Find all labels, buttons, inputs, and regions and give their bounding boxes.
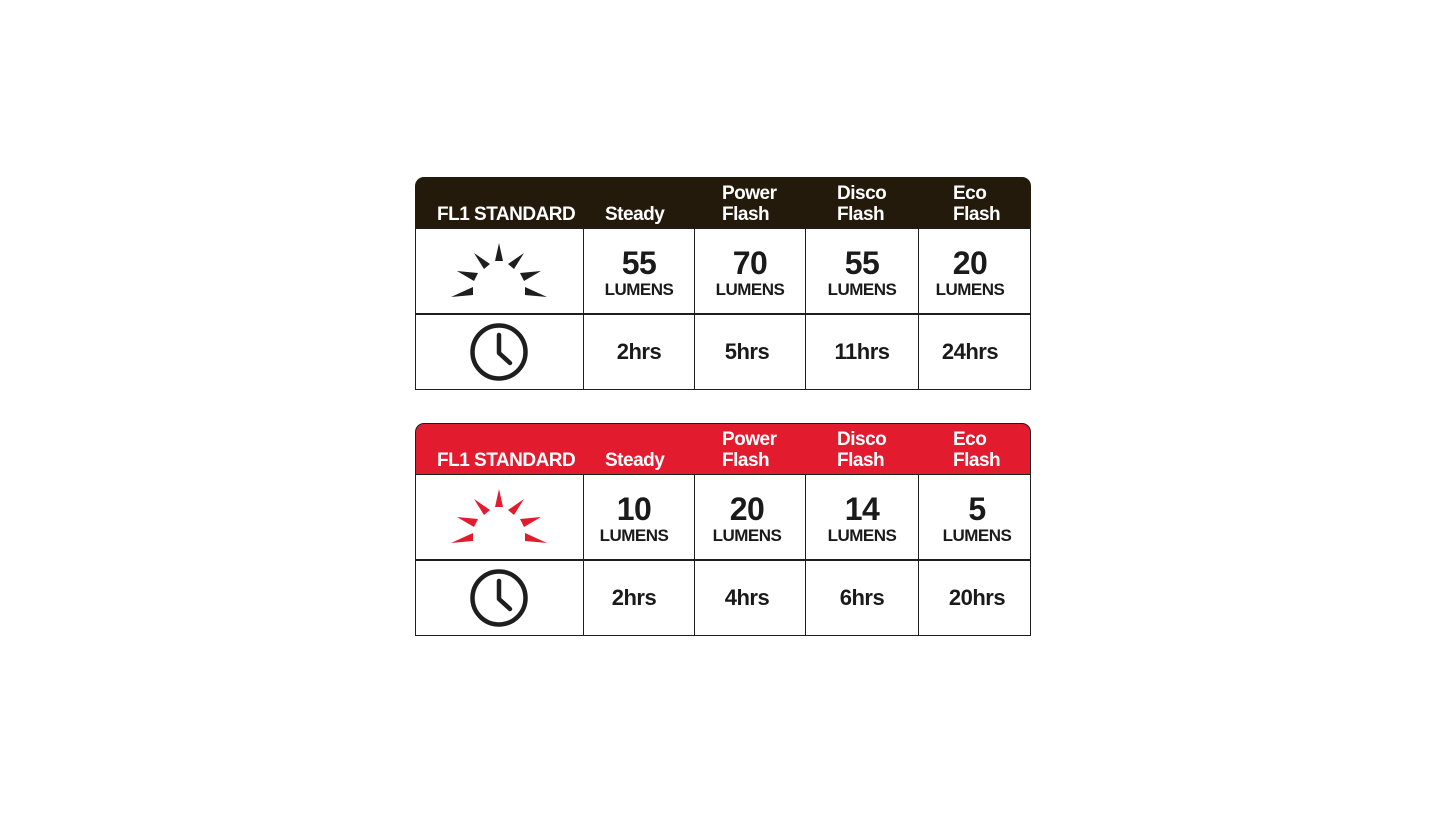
- brightness-row-label: [415, 228, 583, 313]
- runtime-cell-steady: 2hrs: [611, 585, 657, 610]
- lumens-unit: LUMENS: [715, 279, 785, 299]
- runtime-cell-steady: 2hrs: [616, 339, 662, 364]
- runtime-cell-eco-flash: 20hrs: [948, 585, 1006, 610]
- spec-table-rear: [415, 423, 1031, 636]
- sunburst-icon: [449, 489, 549, 545]
- runtime-row-label: [415, 560, 583, 636]
- lumens-cell-eco-flash: [919, 228, 1021, 313]
- lumens-cell-power-flash: [695, 228, 805, 313]
- lumens-value: 14: [844, 490, 880, 527]
- runtime-cell-disco-flash: 6hrs: [839, 585, 885, 610]
- lumens-unit: LUMENS: [712, 525, 782, 545]
- table-title: FL1 STANDARD: [437, 204, 576, 225]
- mode-header-eco-flash: Eco Flash: [953, 429, 1001, 471]
- lumens-unit: LUMENS: [604, 279, 674, 299]
- lumens-cell-eco-flash: [923, 474, 1031, 559]
- lumens-value: 70: [732, 244, 768, 281]
- lumens-unit: LUMENS: [827, 525, 897, 545]
- mode-header-power-flash: Power Flash: [722, 183, 777, 225]
- sunburst-icon: [449, 243, 549, 299]
- lumens-value: 55: [621, 244, 657, 281]
- lumens-value: 20: [729, 490, 765, 527]
- mode-header-eco-flash: Eco Flash: [953, 183, 1001, 225]
- clock-icon: [469, 322, 529, 382]
- lumens-value: 20: [952, 244, 988, 281]
- lumens-unit: LUMENS: [827, 279, 897, 299]
- lumens-unit: LUMENS: [599, 525, 669, 545]
- mode-header-steady: Steady: [605, 204, 665, 225]
- brightness-row-label: [415, 474, 583, 559]
- clock-icon: [469, 568, 529, 628]
- lumens-cell-steady: [579, 474, 689, 559]
- lumens-unit: LUMENS: [942, 525, 1012, 545]
- mode-header-power-flash: Power Flash: [722, 429, 777, 471]
- table-title: FL1 STANDARD: [437, 450, 576, 471]
- mode-header-steady: Steady: [605, 450, 665, 471]
- lumens-cell-power-flash: [695, 474, 799, 559]
- runtime-cell-disco-flash: 11hrs: [834, 339, 890, 364]
- runtime-cell-power-flash: 5hrs: [724, 339, 770, 364]
- runtime-cell-power-flash: 4hrs: [724, 585, 770, 610]
- lumens-value: 5: [968, 490, 986, 527]
- runtime-row-label: [415, 314, 583, 390]
- lumens-unit: LUMENS: [935, 279, 1005, 299]
- lumens-cell-disco-flash: [806, 228, 918, 313]
- lumens-cell-steady: [584, 228, 694, 313]
- lumens-cell-disco-flash: [806, 474, 918, 559]
- runtime-cell-eco-flash: 24hrs: [941, 339, 999, 364]
- spec-table-front: [415, 177, 1031, 390]
- lumens-value: 10: [616, 490, 652, 527]
- mode-header-disco-flash: Disco Flash: [837, 183, 887, 225]
- lumens-value: 55: [844, 244, 880, 281]
- mode-header-disco-flash: Disco Flash: [837, 429, 887, 471]
